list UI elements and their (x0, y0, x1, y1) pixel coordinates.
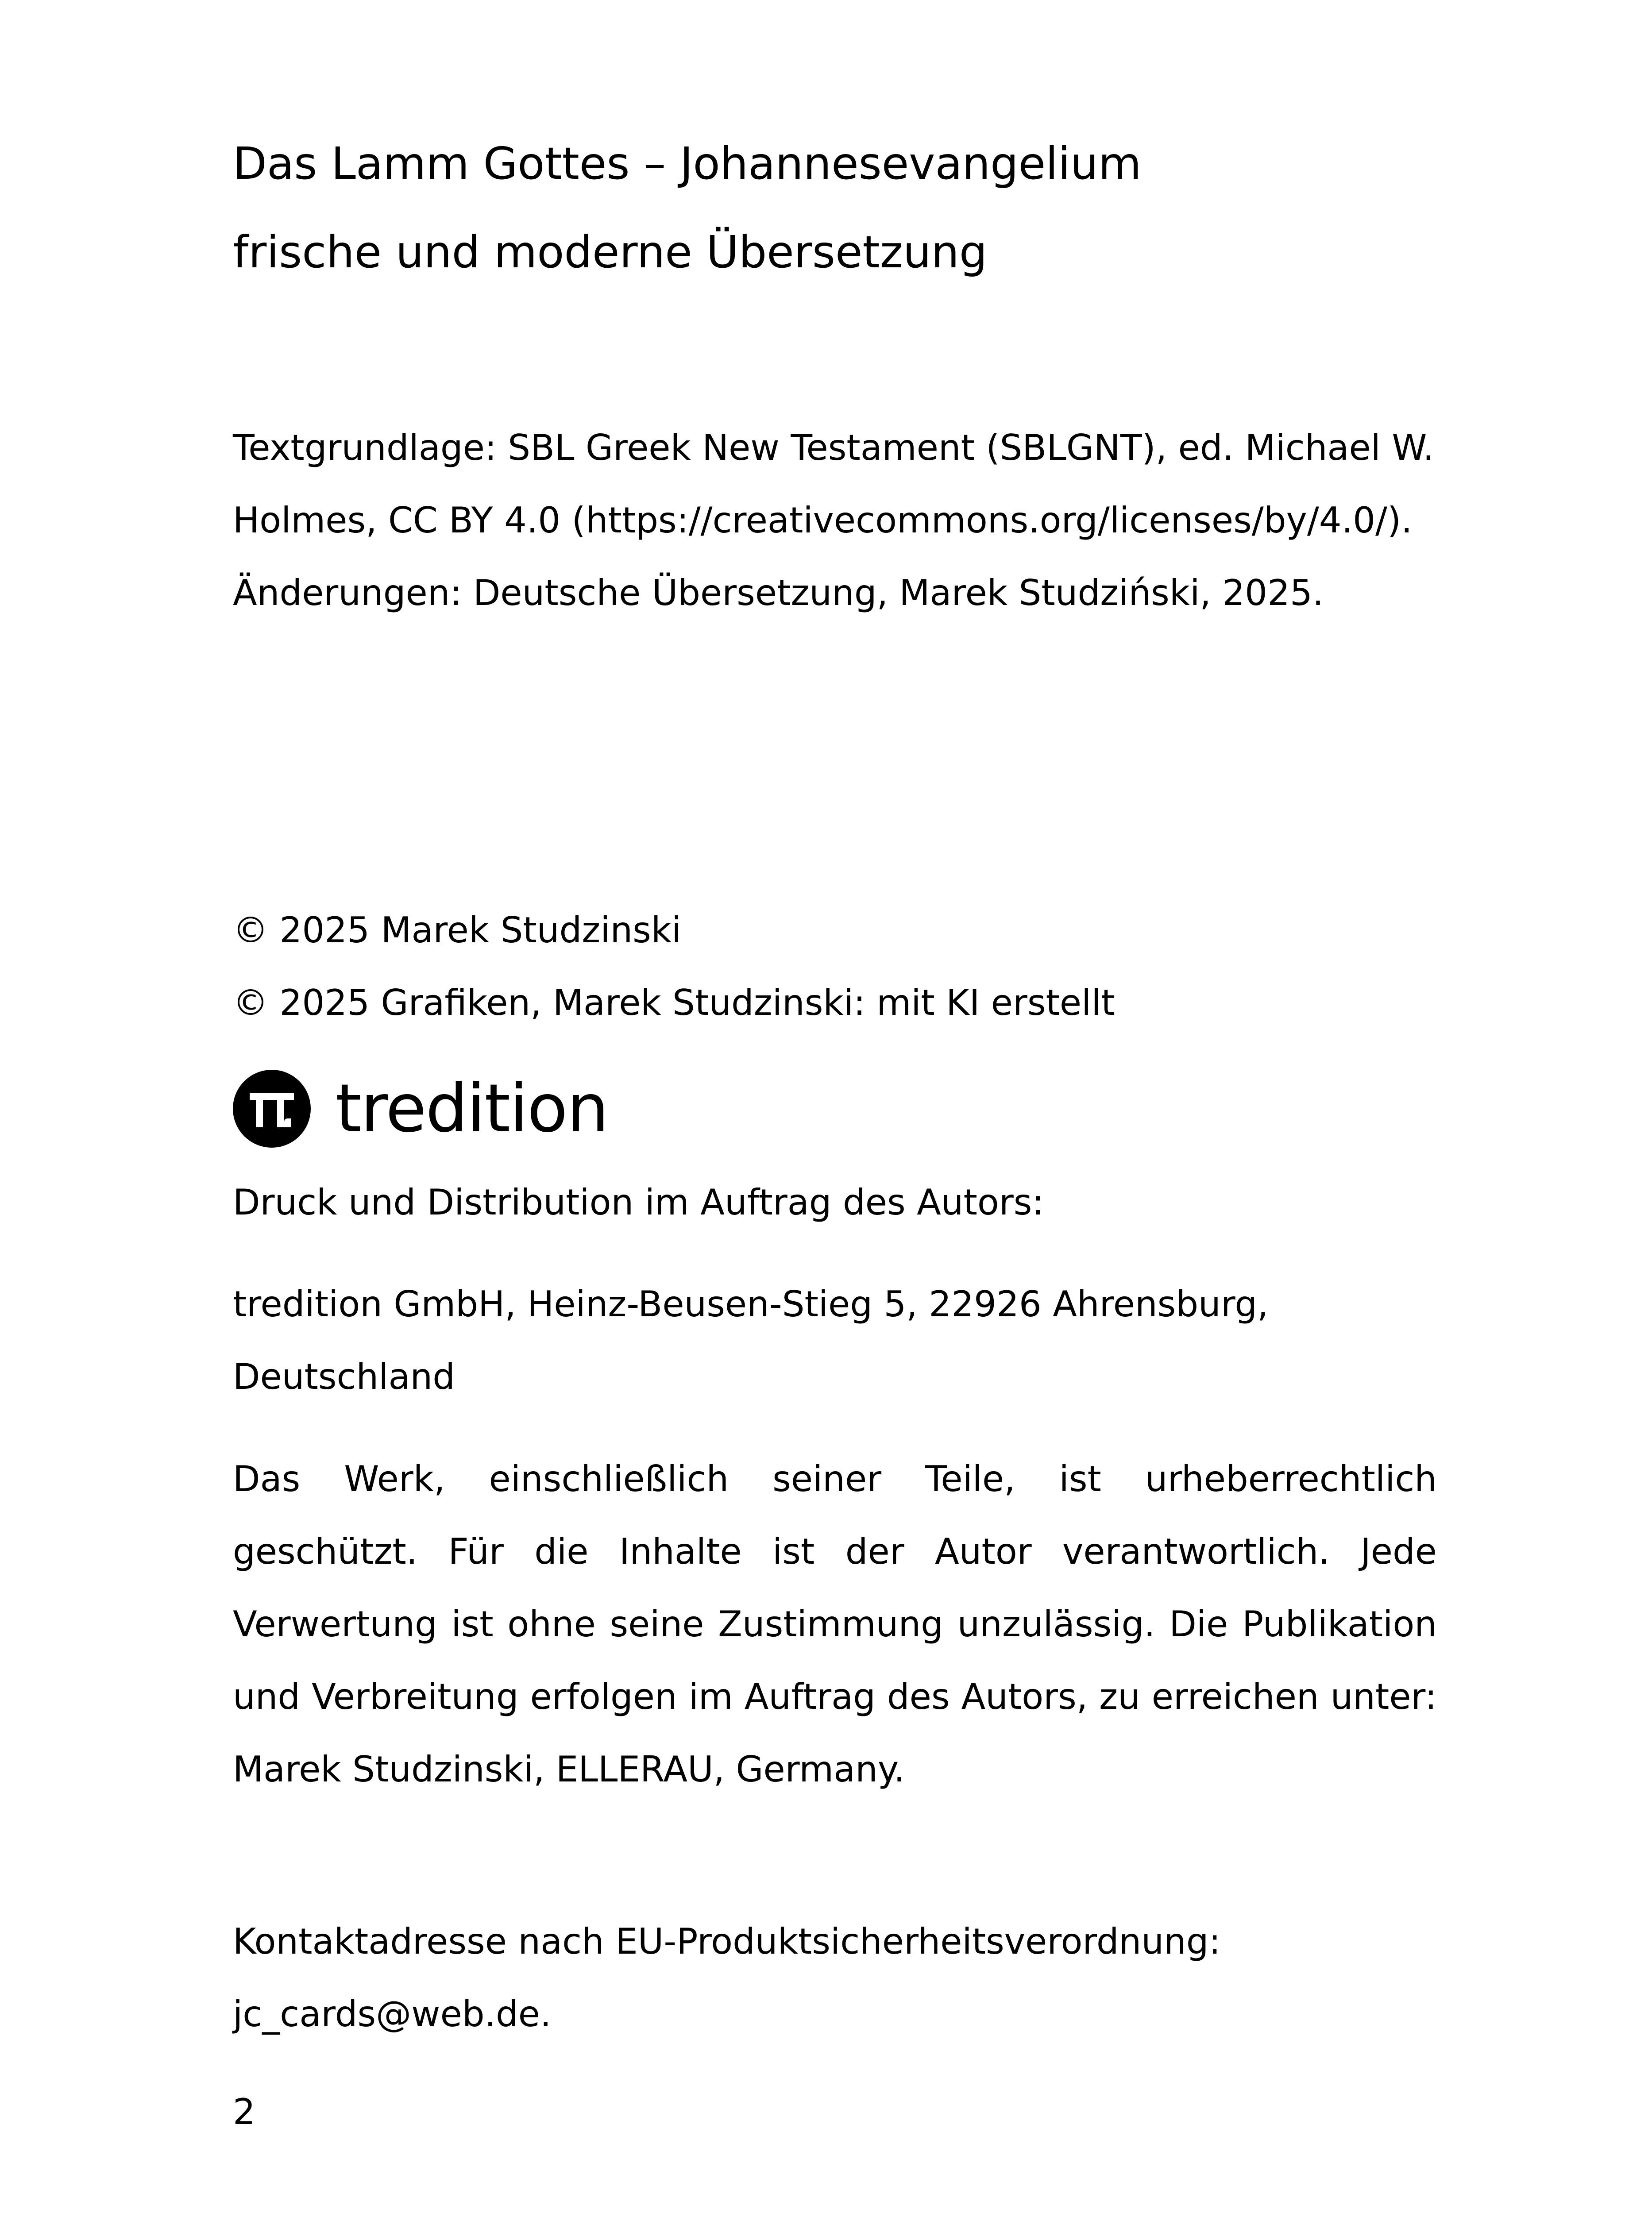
copyright-line-1: © 2025 Marek Studzinski (233, 910, 682, 951)
copyright-line-2: © 2025 Grafiken, Marek Studzinski: mit KI erstellt (233, 982, 1115, 1023)
title-line-2: frische und moderne Übersetzung (233, 226, 988, 278)
license-line-2: Holmes, CC BY 4.0 (https://creativecommons.org/licenses/by/4.0/). (233, 500, 1413, 541)
rights-paragraph (233, 1443, 1437, 1806)
book-title (233, 120, 1437, 297)
contact-notice (233, 1905, 1437, 2051)
address-line-1: tredition GmbH, Heinz-Beusen-Stieg 5, 22926 Ahrensburg, (233, 1284, 1269, 1325)
license-line-3: Änderungen: Deutsche Übersetzung, Marek Studziński, 2025. (233, 572, 1324, 613)
contact-email: jc_cards@web.de. (233, 1993, 552, 2035)
page-number: 2 (233, 2091, 255, 2132)
title-line-1: Das Lamm Gottes – Johannesevangelium (233, 138, 1142, 189)
distribution-label: Druck und Distribution im Auftrag des Autors: (233, 1182, 1044, 1223)
license-line-1: Textgrundlage: SBL Greek New Testament (SBLGNT), ed. Michael W. (233, 427, 1434, 468)
contact-label: Kontaktadresse nach EU-Produktsicherheitsverordnung: (233, 1921, 1221, 1962)
copyright-notice (233, 894, 1437, 1039)
publisher-address (233, 1268, 1437, 1413)
address-line-2: Deutschland (233, 1356, 455, 1397)
distribution-notice (233, 1166, 1437, 1239)
publisher-logo (233, 1064, 1437, 1153)
tredition-wordmark: tredition (336, 1070, 608, 1147)
rights-text: Das Werk, einschließlich seiner Teile, ist urheberrechtlich geschützt. Für die Inhalte ist der Autor verantwortlich. Jede Verwertung ist ohne seine Zustimmung unzulässig. Die Publikation und Verbreitung erfolgen im Auftrag des Autors, zu erreichen unter: Marek Studzinski, ELLERAU, Germany. (233, 1458, 1437, 1790)
license-notice (233, 412, 1437, 629)
tredition-logo-icon (233, 1070, 311, 1148)
